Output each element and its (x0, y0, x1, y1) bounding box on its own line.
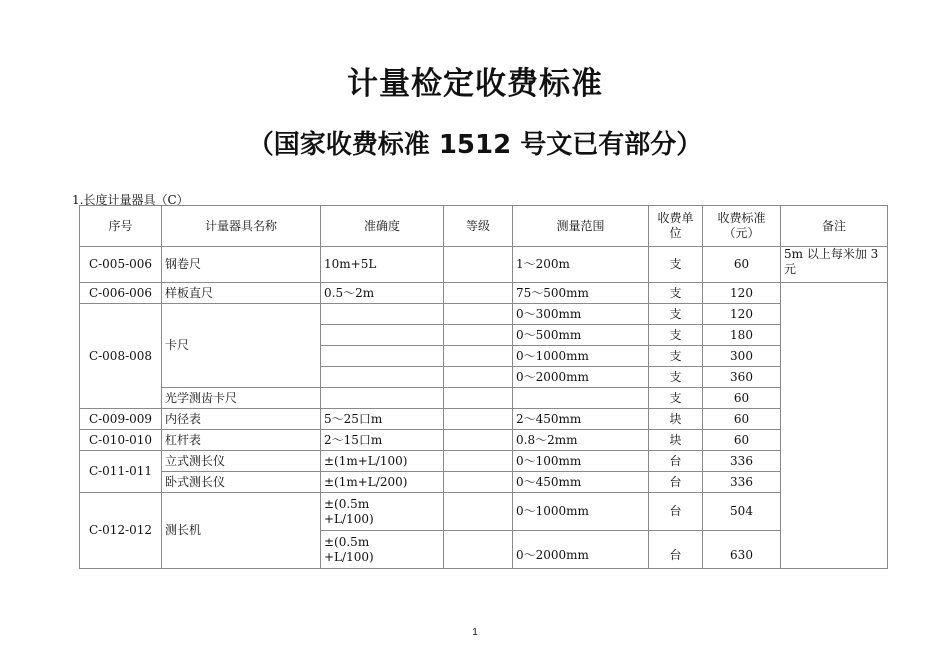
fee-cell: 60 (703, 388, 781, 409)
grade-cell (444, 283, 513, 304)
header-seq: 序号 (80, 206, 162, 247)
table-row (80, 430, 888, 451)
table-row (80, 388, 888, 409)
fee-cell: 360 (703, 367, 781, 388)
accuracy-cell (321, 346, 444, 367)
fee-cell: 630 (703, 531, 781, 569)
accuracy-cell: 2～15口m (321, 430, 444, 451)
fee-cell: 180 (703, 325, 781, 346)
unit-cell: 台 (649, 472, 703, 493)
header-unit: 收费单位 (649, 206, 703, 247)
accuracy-cell: 5～25口m (321, 409, 444, 430)
header-grade: 等级 (444, 206, 513, 247)
page-number: 1 (472, 627, 478, 638)
accuracy-cell (321, 325, 444, 346)
name-cell: 样板直尺 (162, 283, 321, 304)
seq-cell: C-005-006 (80, 247, 162, 283)
seq-cell: C-011-011 (80, 451, 162, 493)
page-title: 计量检定收费标准 (347, 66, 603, 102)
grade-cell (444, 367, 513, 388)
range-cell: 0～500mm (513, 325, 649, 346)
unit-cell: 台 (649, 451, 703, 472)
unit-cell: 台 (649, 493, 703, 531)
accuracy-line: +L/100) (324, 549, 374, 564)
grade-cell (444, 388, 513, 409)
grade-cell (444, 451, 513, 472)
name-cell: 卡尺 (162, 304, 321, 388)
table-row (80, 304, 888, 325)
header-accuracy: 准确度 (321, 206, 444, 247)
accuracy-cell: 0.5～2m (321, 283, 444, 304)
section-title: 1.长度计量器具（C） (72, 193, 189, 207)
unit-cell: 支 (649, 346, 703, 367)
fee-cell: 300 (703, 346, 781, 367)
seq-cell: C-008-008 (80, 304, 162, 409)
fee-cell: 120 (703, 283, 781, 304)
grade-cell (444, 430, 513, 451)
unit-cell: 台 (649, 531, 703, 569)
seq-cell: C-012-012 (80, 493, 162, 569)
unit-cell: 块 (649, 409, 703, 430)
unit-cell: 支 (649, 388, 703, 409)
name-cell: 内径表 (162, 409, 321, 430)
accuracy-line: ±(0.5m (324, 534, 370, 549)
range-cell: 0～100mm (513, 451, 649, 472)
unit-cell: 支 (649, 367, 703, 388)
grade-cell (444, 409, 513, 430)
grade-cell (444, 247, 513, 283)
name-cell: 卧式测长仪 (162, 472, 321, 493)
table-row (80, 493, 888, 531)
range-cell: 0～2000mm (513, 531, 649, 569)
grade-cell (444, 304, 513, 325)
grade-cell (444, 346, 513, 367)
header-note: 备注 (781, 206, 888, 247)
range-cell: 0～300mm (513, 304, 649, 325)
grade-cell (444, 493, 513, 531)
range-cell (513, 388, 649, 409)
accuracy-cell: ±(1m+L/200) (321, 472, 444, 493)
name-cell: 光学测齿卡尺 (162, 388, 321, 409)
seq-cell: C-009-009 (80, 409, 162, 430)
grade-cell (444, 531, 513, 569)
seq-cell: C-006-006 (80, 283, 162, 304)
unit-cell: 块 (649, 430, 703, 451)
fee-cell: 120 (703, 304, 781, 325)
header-range: 测量范围 (513, 206, 649, 247)
fee-cell: 60 (703, 409, 781, 430)
note-cell: 5m 以上每米加 3 元 (781, 247, 888, 283)
accuracy-line: ±(0.5m (324, 496, 370, 511)
range-cell: 0～1000mm (513, 493, 649, 531)
accuracy-cell: 10m+5L (321, 247, 444, 283)
range-cell: 1～200m (513, 247, 649, 283)
seq-cell: C-010-010 (80, 430, 162, 451)
name-cell: 钢卷尺 (162, 247, 321, 283)
name-cell: 测长机 (162, 493, 321, 569)
header-name: 计量器具名称 (162, 206, 321, 247)
page-subtitle: （国家收费标准 1512 号文已有部分） (247, 130, 703, 160)
fee-cell: 60 (703, 430, 781, 451)
accuracy-line: +L/100) (324, 511, 374, 526)
accuracy-cell (321, 531, 444, 569)
table-row (80, 247, 888, 283)
accuracy-cell (321, 493, 444, 531)
fee-cell: 336 (703, 451, 781, 472)
accuracy-cell (321, 304, 444, 325)
range-cell: 75～500mm (513, 283, 649, 304)
table-row (80, 409, 888, 430)
unit-cell: 支 (649, 304, 703, 325)
range-cell: 0.8～2mm (513, 430, 649, 451)
name-cell: 杠杆表 (162, 430, 321, 451)
range-cell: 0～1000mm (513, 346, 649, 367)
note-cell-empty (781, 283, 888, 569)
unit-cell: 支 (649, 247, 703, 283)
accuracy-cell (321, 367, 444, 388)
grade-cell (444, 325, 513, 346)
table-row (80, 451, 888, 472)
table-row (80, 472, 888, 493)
range-cell: 0～2000mm (513, 367, 649, 388)
fee-cell: 336 (703, 472, 781, 493)
grade-cell (444, 472, 513, 493)
accuracy-cell (321, 388, 444, 409)
fee-cell: 504 (703, 493, 781, 531)
table-row (80, 283, 888, 304)
name-cell: 立式测长仪 (162, 451, 321, 472)
range-cell: 2～450mm (513, 409, 649, 430)
range-cell: 0～450mm (513, 472, 649, 493)
fee-table (79, 205, 888, 569)
header-fee: 收费标准（元） (703, 206, 781, 247)
unit-cell: 支 (649, 325, 703, 346)
unit-cell: 支 (649, 283, 703, 304)
fee-cell: 60 (703, 247, 781, 283)
table-header-row (80, 206, 888, 247)
accuracy-cell: ±(1m+L/100) (321, 451, 444, 472)
